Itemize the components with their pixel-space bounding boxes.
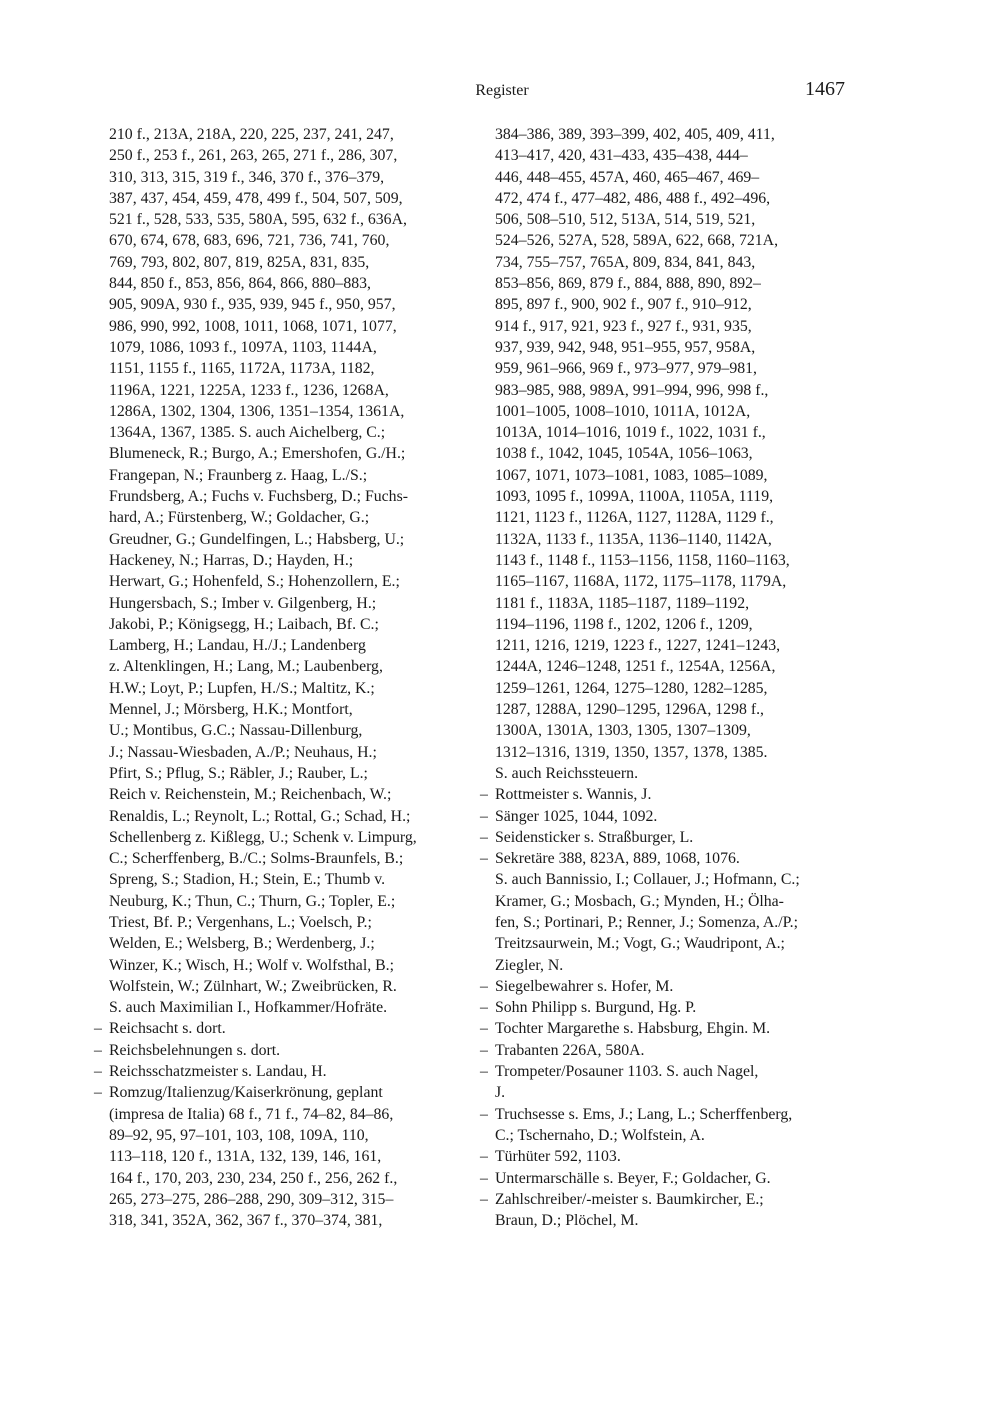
entry-line: Ziegler, N. [495,956,564,974]
entry-line: – Sohn Philipp s. Burgund, Hg. P. [495,999,697,1017]
entry-line: – Trompeter/Posauner 1103. S. auch Nagel, [495,1063,759,1081]
entry-line: 521 f., 528, 533, 535, 580A, 595, 632 f., 636A, [109,211,407,229]
index-entry [480,1168,855,1189]
entry-line: 1196A, 1221, 1225A, 1233 f., 1236, 1268A, [109,381,389,399]
entry-line: 769, 793, 802, 807, 819, 825A, 831, 835, [109,253,370,271]
entry-line: 670, 674, 678, 683, 696, 721, 736, 741, 760, [109,232,390,250]
entry-line: – Sekretäre 388, 823A, 889, 1068, 1076. [495,850,740,868]
entry-line: 1194–1196, 1198 f., 1202, 1206 f., 1209, [495,615,753,633]
entry-line: Treitzsaurwein, M.; Vogt, G.; Waudripont, A.; [495,935,785,953]
entry-line: 1132A, 1133 f., 1135A, 1136–1140, 1142A, [495,530,772,548]
entry-line: 853–856, 869, 879 f., 884, 888, 890, 892– [495,275,761,293]
index-entry [480,1061,855,1104]
entry-line: 983–985, 988, 989A, 991–994, 996, 998 f., [495,381,769,399]
entry-line: Hackeney, N.; Harras, D.; Hayden, H.; [109,551,354,569]
entry-line: z. Altenklingen, H.; Lang, M.; Laubenberg, [109,658,383,676]
entry-line: Braun, D.; Plöchel, M. [495,1212,639,1230]
entry-line: C.; Tschernaho, D.; Wolfstein, A. [495,1126,705,1144]
entry-line: C.; Scherffenberg, B./C.; Solms-Braunfels, B.; [109,850,404,868]
entry-line: Kramer, G.; Mosbach, G.; Mynden, H.; Ölha- [495,892,784,910]
entry-line: Greudner, G.; Gundelfingen, L.; Habsberg, U.; [109,530,405,548]
entry-line: 1312–1316, 1319, 1350, 1357, 1378, 1385. [495,743,768,761]
index-entry [480,1040,855,1061]
entry-line: 905, 909A, 930 f., 935, 939, 945 f., 950, 957, [109,296,396,314]
entry-line: 210 f., 213A, 218A, 220, 225, 237, 241, 247, [109,126,394,143]
index-entry [480,784,855,805]
page-number: 1467 [805,78,845,100]
index-entry [480,1104,855,1147]
entry-line: 1286A, 1302, 1304, 1306, 1351–1354, 1361A, [109,402,405,420]
entry-line: hard, A.; Fürstenberg, W.; Goldacher, G.; [109,509,370,527]
index-entry [480,976,855,997]
entry-line: – Türhüter 592, 1103. [495,1148,621,1166]
entry-line: 524–526, 527A, 528, 589A, 622, 668, 721A, [495,232,779,250]
index-entry [94,1018,444,1039]
entry-line: Frundsberg, A.; Fuchs v. Fuchsberg, D.; Fuchs- [109,488,408,506]
entry-line: 1300A, 1301A, 1303, 1305, 1307–1309, [495,722,751,740]
index-entry [480,806,855,827]
entry-line: 1259–1261, 1264, 1275–1280, 1282–1285, [495,679,768,697]
entry-line: 265, 273–275, 286–288, 290, 309–312, 315– [109,1190,394,1208]
entry-line: 387, 437, 454, 459, 478, 499 f., 504, 507, 509, [109,189,403,207]
entry-line: 318, 341, 352A, 362, 367 f., 370–374, 381, [109,1212,383,1230]
index-entry [480,1146,855,1167]
entry-line: 1244A, 1246–1248, 1251 f., 1254A, 1256A, [495,658,776,676]
entry-line: 844, 850 f., 853, 856, 864, 866, 880–883, [109,275,371,293]
entry-line: 1079, 1086, 1093 f., 1097A, 1103, 1144A, [109,338,377,356]
entry-line: 1151, 1155 f., 1165, 1172A, 1173A, 1182, [109,360,375,378]
entry-line: S. auch Maximilian I., Hofkammer/Hofräte. [109,999,388,1017]
entry-line: 734, 755–757, 765A, 809, 834, 841, 843, [495,253,756,271]
entry-line: 1121, 1123 f., 1126A, 1127, 1128A, 1129 f., [495,509,774,527]
entry-line: 1143 f., 1148 f., 1153–1156, 1158, 1160–1163, [495,551,790,569]
entry-line: Hungersbach, S.; Imber v. Gilgenberg, H.; [109,594,377,612]
entry-line: Neuburg, K.; Thun, C.; Thurn, G.; Topler, E.; [109,892,396,910]
index-entry [480,848,855,976]
entry-line: (impresa de Italia) 68 f., 71 f., 74–82, 84–86, [109,1105,394,1123]
entry-line: 1181 f., 1183A, 1185–1187, 1189–1192, [495,594,750,612]
entry-line: Welden, E.; Welsberg, B.; Werdenberg, J.; [109,935,375,953]
entry-line: 89–92, 95, 97–101, 103, 108, 109A, 110, [109,1126,369,1144]
entry-line: Jakobi, P.; Königsegg, H.; Laibach, Bf. C.; [109,615,379,633]
entry-line: – Tochter Margarethe s. Habsburg, Ehgin. M. [495,1020,771,1038]
entry-line: 959, 961–966, 969 f., 973–977, 979–981, [495,360,757,378]
entry-line: 472, 474 f., 477–482, 486, 488 f., 492–496, [495,189,771,207]
index-entry [480,997,855,1018]
entry-line: 506, 508–510, 512, 513A, 514, 519, 521, [495,211,756,229]
entry-line: Reich v. Reichenstein, M.; Reichenbach, W.; [109,786,392,804]
entry-line: Renaldis, L.; Reynolt, L.; Rottal, G.; Schad, H.; [109,807,411,825]
entry-line: Triest, Bf. P.; Vergenhans, L.; Voelsch, P.; [109,913,372,931]
entry-line: Lamberg, H.; Landau, H./J.; Landenberg [109,637,366,655]
entry-line: 310, 313, 315, 319 f., 346, 370 f., 376–379, [109,168,385,186]
entry-line: 914 f., 917, 921, 923 f., 927 f., 931, 935, [495,317,752,335]
entry-line: fen, S.; Portinari, P.; Renner, J.; Somenza, A./P.; [495,913,799,931]
entry-line: 1165–1167, 1168A, 1172, 1175–1178, 1179A, [495,573,787,591]
entry-line: Spreng, S.; Stadion, H.; Stein, E.; Thumb v. [109,871,386,889]
entry-line: H.W.; Loyt, P.; Lupfen, H./S.; Maltitz, K.; [109,679,375,697]
entry-line: 1211, 1216, 1219, 1223 f., 1227, 1241–1243, [495,637,781,655]
entry-line: Herwart, G.; Hohenfeld, S.; Hohenzollern, E.; [109,573,400,591]
index-entry [94,1061,444,1082]
entry-line: J.; Nassau-Wiesbaden, A./P.; Neuhaus, H.; [109,743,377,761]
entry-line: – Siegelbewahrer s. Hofer, M. [495,977,674,995]
entry-line: 1093, 1095 f., 1099A, 1100A, 1105A, 1119, [495,488,774,506]
entry-line: – Trabanten 226A, 580A. [495,1041,645,1059]
index-entry [480,1018,855,1039]
entry-line: 1364A, 1367, 1385. S. auch Aichelberg, C.; [109,424,386,442]
entry-line: 1013A, 1014–1016, 1019 f., 1022, 1031 f., [495,424,766,442]
entry-line: 113–118, 120 f., 131A, 132, 139, 146, 161, [109,1148,382,1166]
entry-line: 413–417, 420, 431–433, 435–438, 444– [495,147,748,165]
entry-line: – Reichsacht s. dort. [109,1020,226,1038]
entry-line: 384–386, 389, 393–399, 402, 405, 409, 411, [495,126,775,143]
index-column-left [94,124,444,1231]
entry-line: – Sänger 1025, 1044, 1092. [495,807,658,825]
entry-line: 250 f., 253 f., 261, 263, 265, 271 f., 286, 307, [109,147,398,165]
entry-line: 1287, 1288A, 1290–1295, 1296A, 1298 f., [495,701,764,719]
entry-line: – Reichsbelehnungen s. dort. [109,1041,281,1059]
entry-line: 937, 939, 942, 948, 951–955, 957, 958A, [495,338,756,356]
entry-line: – Reichsschatzmeister s. Landau, H. [109,1063,327,1081]
entry-line: Pfirt, S.; Pflug, S.; Räbler, J.; Rauber, L.; [109,764,368,782]
entry-line: – Romzug/Italienzug/Kaiserkrönung, geplant [109,1084,383,1102]
entry-line: Wolfstein, W.; Zülnhart, W.; Zweibrücken, R. [109,977,397,995]
running-header: Register [475,82,529,99]
entry-line: S. auch Bannissio, I.; Collauer, J.; Hofmann, C.; [495,871,800,889]
entry-line: J. [495,1084,506,1102]
entry-line: – Untermarschälle s. Beyer, F.; Goldacher, G. [495,1169,771,1187]
index-entry-continuation [480,124,855,784]
entry-line: S. auch Reichssteuern. [495,764,639,782]
entry-line: – Zahlschreiber/-meister s. Baumkircher, E.; [495,1190,764,1208]
index-entry [94,1040,444,1061]
entry-line: – Seidensticker s. Straßburger, L. [495,828,694,846]
entry-line: Mennel, J.; Mörsberg, H.K.; Montfort, [109,701,353,719]
index-entry [94,1082,444,1231]
entry-line: Schellenberg z. Kißlegg, U.; Schenk v. Limpurg, [109,828,417,846]
index-entry [480,827,855,848]
entry-line: – Truchsesse s. Ems, J.; Lang, L.; Scherffenberg, [495,1105,793,1123]
index-column-right [480,124,855,1231]
entry-line: U.; Montibus, G.C.; Nassau-Dillenburg, [109,722,363,740]
entry-line: 164 f., 170, 203, 230, 234, 250 f., 256, 262 f., [109,1169,398,1187]
entry-line: Blumeneck, R.; Burgo, A.; Emershofen, G./H.; [109,445,406,463]
entry-line: 895, 897 f., 900, 902 f., 907 f., 910–912, [495,296,752,314]
entry-line: – Rottmeister s. Wannis, J. [495,786,652,804]
entry-line: 1038 f., 1042, 1045, 1054A, 1056–1063, [495,445,753,463]
entry-line: 986, 990, 992, 1008, 1011, 1068, 1071, 1077, [109,317,397,335]
entry-line: Winzer, K.; Wisch, H.; Wolf v. Wolfsthal, B.; [109,956,394,974]
entry-line: 446, 448–455, 457A, 460, 465–467, 469– [495,168,760,186]
entry-line: Frangepan, N.; Fraunberg z. Haag, L./S.; [109,466,368,484]
entry-line: 1067, 1071, 1073–1081, 1083, 1085–1089, [495,466,768,484]
entry-line: 1001–1005, 1008–1010, 1011A, 1012A, [495,402,751,420]
index-entry-continuation [94,124,444,1018]
index-entry [480,1189,855,1232]
